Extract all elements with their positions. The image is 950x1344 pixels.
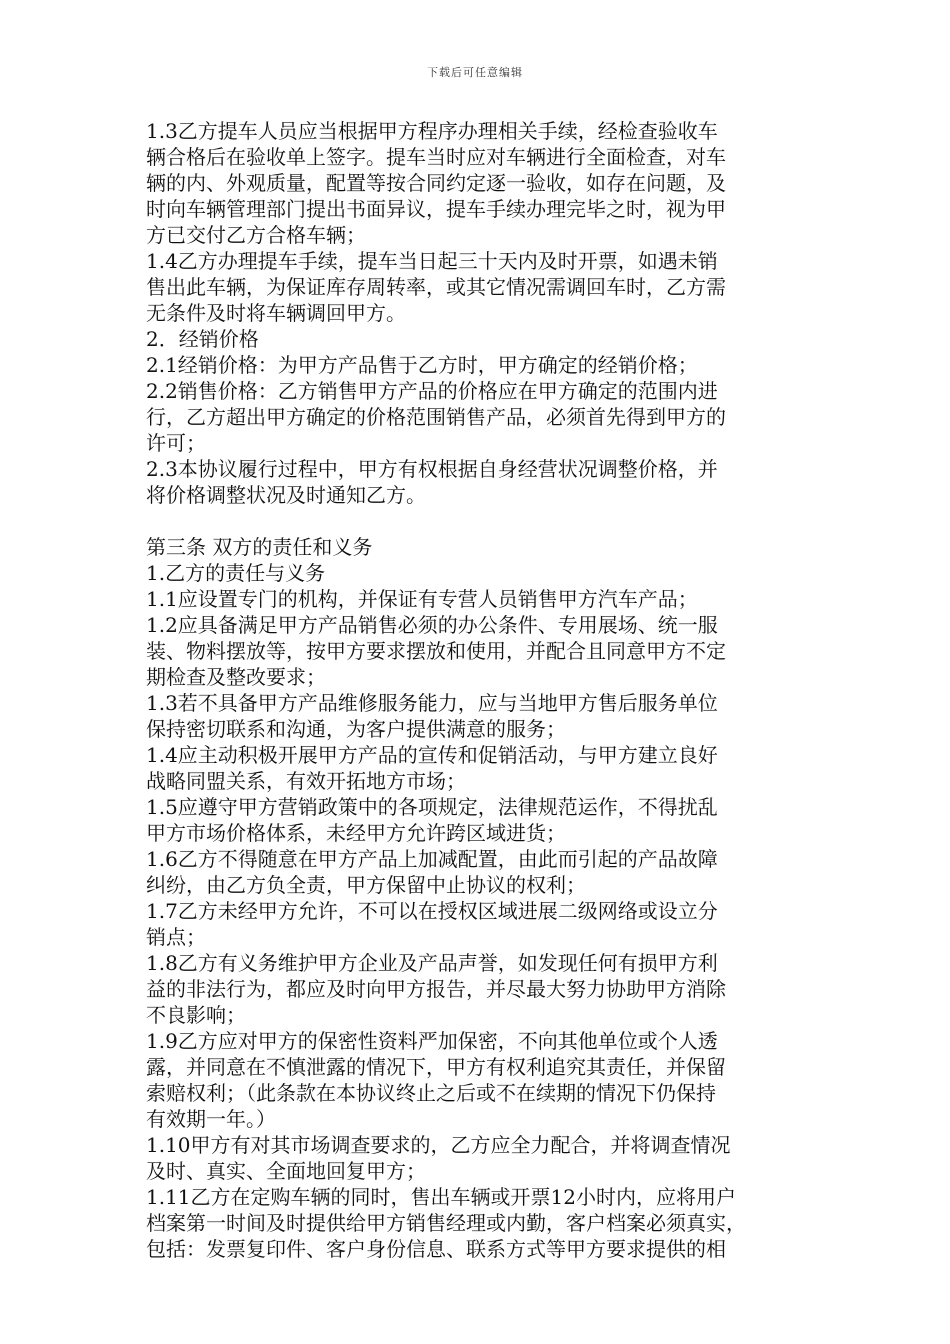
- text-line: 2.1经销价格：为甲方产品售于乙方时，甲方确定的经销价格；: [146, 353, 698, 377]
- text-line: 不良影响；: [146, 1003, 246, 1027]
- text-line: 1.乙方的责任与义务: [146, 561, 326, 585]
- text-line: 时向车辆管理部门提出书面异议，提车手续办理完毕之时，视为甲: [146, 197, 726, 221]
- blank-line: [146, 508, 816, 534]
- text-line: 档案第一时间及时提供给甲方销售经理或内勤，客户档案必须真实，: [146, 1211, 746, 1235]
- text-line: 2．经销价格: [146, 327, 259, 351]
- text-line: 1.6乙方不得随意在甲方产品上加减配置，由此而引起的产品故障: [146, 847, 718, 871]
- text-line: 2.3本协议履行过程中，甲方有权根据自身经营状况调整价格，并: [146, 457, 718, 481]
- text-line: 期检查及整改要求；: [146, 665, 326, 689]
- text-line: 露，并同意在不慎泄露的情况下，甲方有权利追究其责任，并保留: [146, 1055, 726, 1079]
- text-line: 1.8乙方有义务维护甲方企业及产品声誉，如发现任何有损甲方利: [146, 951, 718, 975]
- text-line: 1.2应具备满足甲方产品销售必须的办公条件、专用展场、统一服: [146, 613, 718, 637]
- text-line: 1.3若不具备甲方产品维修服务能力，应与当地甲方售后服务单位: [146, 691, 718, 715]
- text-line: 1.11乙方在定购车辆的同时，售出车辆或开票12小时内，应将用户: [146, 1185, 736, 1209]
- text-line: 保持密切联系和沟通，为客户提供满意的服务；: [146, 717, 566, 741]
- text-line: 许可；: [146, 431, 206, 455]
- text-line: 纠纷，由乙方负全责，甲方保留中止协议的权利；: [146, 873, 586, 897]
- text-line: 及时、真实、全面地回复甲方；: [146, 1159, 426, 1183]
- text-line: 1.10甲方有对其市场调查要求的，乙方应全力配合，并将调查情况: [146, 1133, 731, 1157]
- text-line: 1.1应设置专门的机构，并保证有专营人员销售甲方汽车产品；: [146, 587, 698, 611]
- text-line: 销点；: [146, 925, 206, 949]
- text-line: 第三条 双方的责任和义务: [146, 535, 373, 559]
- text-line: 索赔权利；（此条款在本协议终止之后或不在续期的情况下仍保持: [146, 1081, 716, 1105]
- text-line: 方已交付乙方合格车辆；: [146, 223, 366, 247]
- text-line: 包括：发票复印件、客户身份信息、联系方式等甲方要求提供的相: [146, 1237, 726, 1261]
- text-line: 有效期一年。）: [146, 1107, 276, 1131]
- document-body: [146, 118, 816, 1262]
- text-line: 1.4应主动积极开展甲方产品的宣传和促销活动，与甲方建立良好: [146, 743, 718, 767]
- text-line: 将价格调整状况及时通知乙方。: [146, 483, 426, 507]
- page-header: 下载后可任意编辑: [427, 66, 523, 79]
- text-line: 辆合格后在验收单上签字。提车当时应对车辆进行全面检查，对车: [146, 145, 726, 169]
- text-line: 装、物料摆放等，按甲方要求摆放和使用，并配合且同意甲方不定: [146, 639, 726, 663]
- text-line: 2.2销售价格：乙方销售甲方产品的价格应在甲方确定的范围内进: [146, 379, 718, 403]
- text-line: 甲方市场价格体系，未经甲方允许跨区域进货；: [146, 821, 566, 845]
- text-line: 1.9乙方应对甲方的保密性资料严加保密，不向其他单位或个人透: [146, 1029, 718, 1053]
- text-line: 1.3乙方提车人员应当根据甲方程序办理相关手续，经检查验收车: [146, 119, 718, 143]
- text-line: 1.4乙方办理提车手续，提车当日起三十天内及时开票，如遇未销: [146, 249, 718, 273]
- text-line: 行，乙方超出甲方确定的价格范围销售产品，必须首先得到甲方的: [146, 405, 726, 429]
- text-line: 售出此车辆，为保证库存周转率，或其它情况需调回车时，乙方需: [146, 275, 726, 299]
- text-line: 战略同盟关系，有效开拓地方市场；: [146, 769, 466, 793]
- text-line: 1.5应遵守甲方营销政策中的各项规定，法律规范运作，不得扰乱: [146, 795, 718, 819]
- text-line: 无条件及时将车辆调回甲方。: [146, 301, 406, 325]
- text-line: 益的非法行为，都应及时向甲方报告，并尽最大努力协助甲方消除: [146, 977, 726, 1001]
- text-line: 1.7乙方未经甲方允许，不可以在授权区域进展二级网络或设立分: [146, 899, 718, 923]
- text-line: 辆的内、外观质量，配置等按合同约定逐一验收，如存在问题，及: [146, 171, 726, 195]
